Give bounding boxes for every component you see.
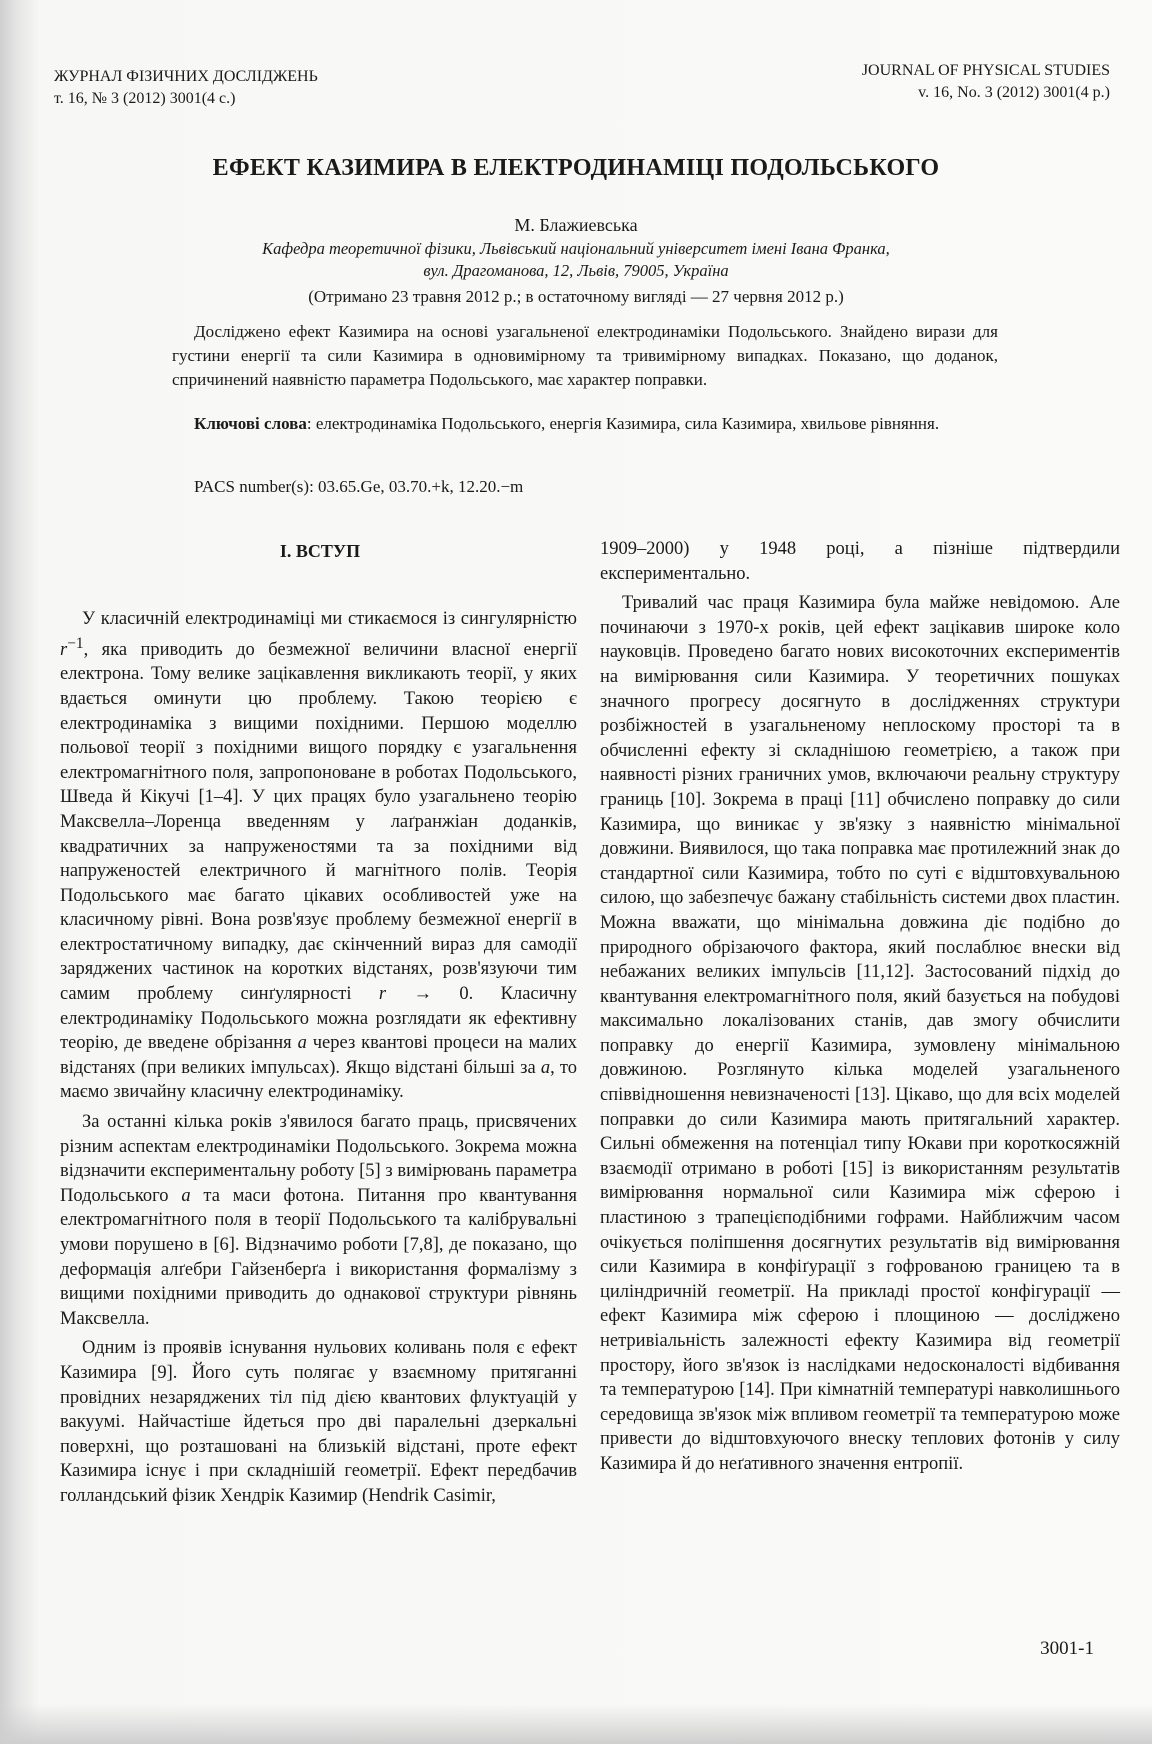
text-run: У класичній електродинаміці ми стикаємося із сингулярністю	[82, 609, 577, 629]
text-run: , то маємо звичайну класичну електродинаміку.	[60, 1057, 578, 1103]
abstract: Досліджено ефект Казимира на основі узагальненої електродинаміки Подольського. Знайдено вирази для густини енергії та сили Казимира в одновимірному та тривимірному випадках. Показано, що доданок, спричинений наявністю параметра Подольського, має характер поправки.	[172, 322, 998, 389]
right-column	[600, 537, 1120, 1482]
section-heading-introduction: I. ВСТУП	[279, 541, 361, 561]
text-run: За останні кілька років з'явилося багато праць, присвячених різним аспектам електродинаміки Подольського. Зокрема можна відзначити експериментальну роботу [5] з вимірювань параметра Подольського	[60, 1112, 577, 1206]
math-symbol: r	[60, 639, 68, 660]
affiliation-line-2: вул. Драгоманова, 12, Львів, 79005, Україна	[423, 261, 729, 280]
paragraph-continuation: 1909–2000) у 1948 році, а пізніше підтвердили експериментально.	[600, 539, 1120, 584]
author: М. Блажиевська	[514, 215, 638, 235]
keywords-text: : електродинаміка Подольського, енергія Казимира, сила Казимира, хвильове рівняння.	[306, 414, 940, 433]
left-column	[60, 607, 577, 1514]
paragraph: Тривалий час праця Казимира була майже невідомою. Але починаючи з 1970-х років, цей ефект зацікавив широке коло науковців. Проведено багато нових високоточних експериментів на вимірювання сили Казимира. У теоретичних пошуках значного прогресу досягнуто в дослідженнях структури розбіжностей в узагальненому неплоскому просторі та в обчисленні ефекту зі складнішою геометрією, а також при наявності різних граничних умов, включаючи реальну структуру границь [10]. Зокрема в праці [11] обчислено поправку до сили Казимира, що виникає у зв'язку з наявністю мінімальної довжини. Виявилося, що така поправка має протилежний знак до стандартної сили Казимира, тобто по суті є відштовхувальною силою, що забезпечує бажану стабільність системи двох пластин. Можна вважати, що мінімальна довжина діє подібно до природного обрізаючого фактора, який послаблює внески від небажаних великих імпульсів [11,12]. Застосований підхід до квантування електромагнітного поля, який базується на побудові максимально локалізованих станів, дав змогу обчислити поправку до енергії Казимира, зумовлену мінімальною довжиною. Розглянуто кілька моделей узагальненого співвідношення невизначеності [13]. Цікаво, що для всіх моделей поправки до сили Казимира мають притягальний характер. Сильні обмеження на потенціал типу Юкави при короткосяжній взаємодії отримано в роботі [15] із використанням результатів вимірювання нормальної сили Казимира між сферою і пластиною з трапецієподібними гофрами. Найближчим часом очікується поліпшення досягнутих результатів від вимірювання сили Казимира в конфіґурації з гофрованою границею та в циліндричній геометрії. На прикладі простої конфігурації — ефект Казимира між сферою і площиною — досліджено нетривіальність залежності ефекту Казимира від геометрії простору, його зв'язок із наслідками недосконалості відбивання та температурою [14]. При кімнатній температурі навколишнього середовища зв'язок між впливом геометрії та температурою може привести до відштовхуючого внеску теплових фотонів у силу Казимира й до неґативного значення ентропії.	[600, 593, 1120, 1474]
journal-volume-ukrainian: т. 16, № 3 (2012) 3001(4 с.)	[54, 90, 236, 107]
math-symbol: a	[540, 1057, 551, 1078]
math-symbol: r	[378, 984, 387, 1005]
math-symbol: a	[297, 1033, 307, 1054]
paragraph	[60, 607, 577, 1105]
pacs-numbers: PACS number(s): 03.65.Ge, 03.70.+k, 12.20.−m	[194, 477, 524, 496]
text-run: та маси фотона. Питання про квантування електромагнітного поля в теорії Подольського та калібрувальні умови порушено в [6]. Відзначимо роботи [7,8], де показано, що деформація алґебри Гайзенберґа і використання формалізму з вищими похідними приводить до однакової структури рівнянь Максвелла.	[60, 1185, 577, 1329]
paragraph	[60, 1110, 577, 1331]
journal-header-english	[862, 60, 1110, 104]
journal-name-ukrainian: ЖУРНАЛ ФІЗИЧНИХ ДОСЛІДЖЕНЬ	[54, 68, 318, 85]
journal-header-ukrainian	[54, 66, 318, 110]
keywords-label: Ключові слова	[194, 414, 307, 433]
journal-name-english: JOURNAL OF PHYSICAL STUDIES	[861, 62, 1110, 79]
keywords	[172, 412, 998, 436]
paragraph: Одним із проявів існування нульових коливань поля є ефект Казимира [9]. Його суть полягає у взаємному притяганні провідних незаряджених тіл під дією квантових флуктуацій у вакуумі. Найчастіше йдеться про дві паралельні дзеркальні поверхні, що розташовані на близькій відстані, проте ефект Казимира існує і при складнішій геометрії. Ефект передбачив голландський фізик Хендрік Казимир (Hendrik Casimir,	[60, 1338, 577, 1506]
affiliation-line-1: Кафедра теоретичної фізики, Львівський національний університет імені Івана Франка,	[262, 239, 890, 258]
received-dates: (Отримано 23 травня 2012 р.; в остаточному вигляді — 27 червня 2012 р.)	[308, 287, 844, 306]
paper-title: ЕФЕКТ КАЗИМИРА В ЕЛЕКТРОДИНАМІЦІ ПОДОЛЬСЬКОГО	[212, 155, 940, 181]
page-number: 3001-1	[1040, 1638, 1094, 1659]
affiliation	[140, 238, 1012, 282]
math-symbol: a	[181, 1185, 191, 1206]
math-exponent: −1	[67, 634, 84, 652]
text-run: → 0. Класичну електродинаміку Подольського можна розглядати як ефективну теорію, де введене обрізання	[60, 984, 577, 1054]
text-run: , яка приводить до безмежної величини власної енергії електрона. Тому велике зацікавлення викликають теорії, у яких вдається оминути цю проблему. Такою теорією є електродинаміка з вищими похідними. Першою моделлю польової теорії з похідними вищого порядку є узагальнення електромагнітного поля, запропоноване в роботах Подольського, Шведа й Кікучі [1–4]. У цих працях було узагальнено теорію Максвелла–Лоренца введенням у лаґранжіан доданків, квадратичних за напруженостями та за похідними від напруженостей електричного й магнітного полів. Теорія Подольського має багато цікавих особливостей уже на класичному рівні. Вона розв'язує проблему безмежної енергії в електростатичному випадку, дає скінченний вираз для самодії заряджених частинок на коротких відстанях, розв'язуючи тим самим проблему синґулярності	[60, 639, 577, 1005]
journal-volume-english: v. 16, No. 3 (2012) 3001(4 p.)	[918, 84, 1110, 101]
text-run: через квантові процеси на малих відстанях (при великих імпульсах). Якщо відстані більші за	[60, 1033, 577, 1078]
